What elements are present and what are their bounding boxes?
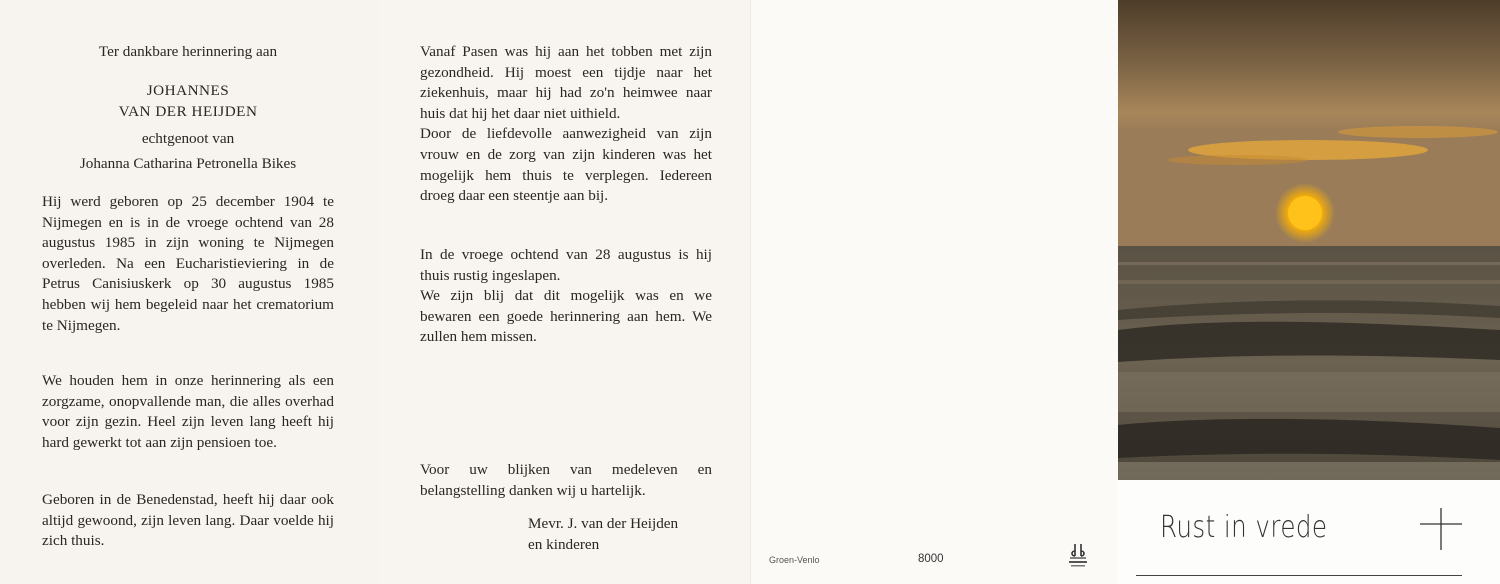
memorial-heading: Ter dankbare herinnering aan (98, 43, 278, 60)
sunset-over-sea-image (1118, 0, 1500, 480)
name-last: VAN DER HEIJDEN (118, 103, 258, 120)
bottom-rule (1136, 575, 1462, 576)
signature (528, 513, 678, 555)
motto-text: Rust in vrede (1160, 510, 1328, 545)
blank-panel (750, 0, 1118, 584)
printer-name: Groen-Venlo (769, 555, 820, 565)
paragraph-illness: Vanaf Pasen was hij aan het tobben met zijn gezondheid. Hij moest een tijdje naar het ziekenhuis, maar hij had zo'n heimwee naar huis dat hij het daar niet uithield. (420, 43, 712, 122)
spouse-name: Johanna Catharina Petronella Bikes (79, 155, 297, 172)
signature-name: Mevr. J. van der Heijden (528, 515, 679, 532)
name-first: JOHANNES (146, 82, 230, 99)
paragraph-memory: We zijn blij dat dit mogelijk was en we bewaren een goede herinnering aan hem. We zullen hem missen. (420, 287, 712, 346)
publisher-logo-icon (1064, 540, 1094, 570)
paragraph-care: Door de liefdevolle aanwezigheid van zijn vrouw en de zorg van zijn kinderen was het mogelijk hem thuis te verplegen. Iedereen droeg daar een steentje aan bij. (420, 125, 712, 205)
paragraph-thanks: Voor uw blijken van medeleven en belangstelling danken wij u hartelijk. (420, 461, 712, 499)
print-number: 8000 (918, 553, 944, 565)
cross-icon (1420, 508, 1462, 550)
fold-line (750, 0, 751, 584)
signature-family: en kinderen (528, 536, 600, 553)
middle-text-block-2 (420, 245, 712, 348)
deceased-name (40, 80, 336, 122)
spouse-label: echtgenoot van (141, 130, 235, 147)
paragraph-passing: In de vroege ochtend van 28 augustus is hij thuis rustig ingeslapen. (420, 246, 712, 284)
paragraph-home: Geboren in de Benedenstad, heeft hij daar ook altijd gewoond, zijn leven lang. Daar voelde hij zich thuis. (42, 491, 334, 550)
paragraph-character: We houden hem in onze herinnering als een zorgzame, onopvallende man, die alles overhad voor zijn gezin. Heel zijn leven lang heeft hij hard gewerkt tot aan zijn pensioen toe. (42, 372, 334, 451)
paragraph-birth: Hij werd geboren op 25 december 1904 te Nijmegen en is in de vroege ochtend van 28 augustus 1985 in zijn woning te Nijmegen overleden. Na een Eucharistieviering in de Petrus Canisiuskerk op 30 augustus 1985 hebben wij hem begeleid naar het crematorium te Nijmegen. (42, 193, 334, 334)
middle-text-block-1 (420, 42, 712, 207)
